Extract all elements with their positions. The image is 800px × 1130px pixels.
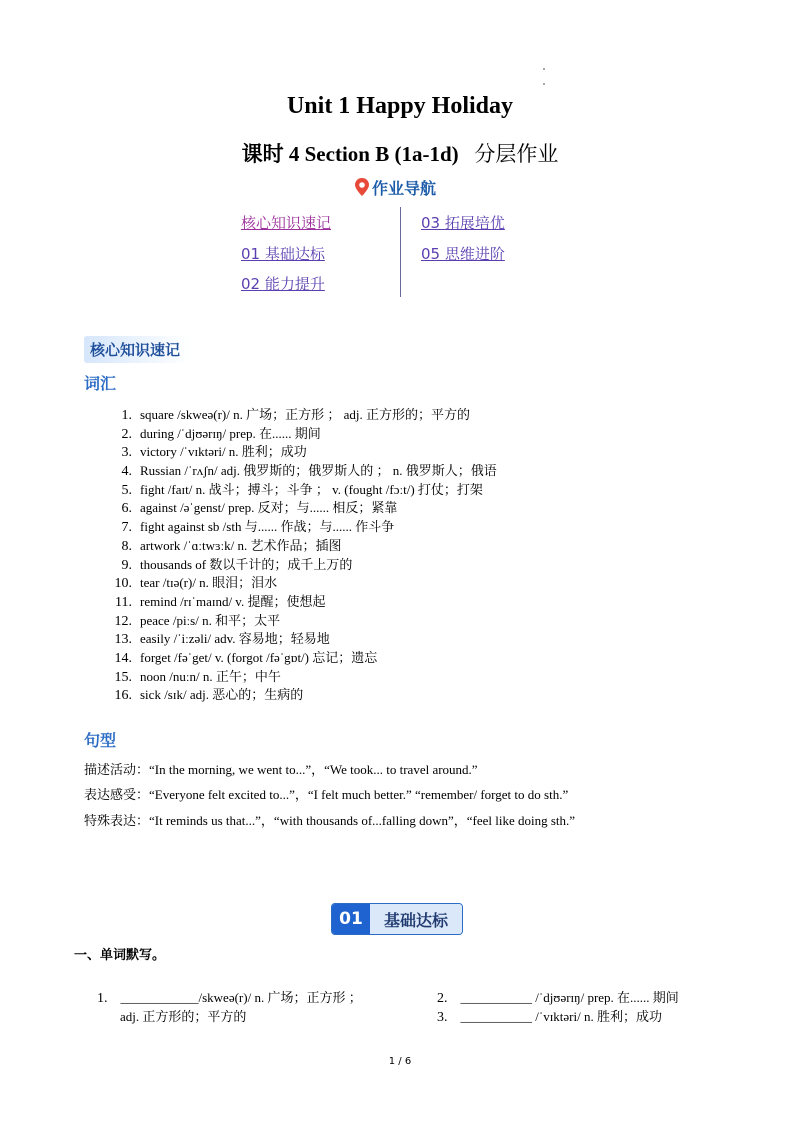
vocab-number: 2.: [121, 426, 132, 442]
vocab-text: artwork /ˈɑːtwɜːk/ n. 艺术作品；插图: [140, 537, 342, 553]
vocab-number: 9.: [121, 557, 132, 573]
pattern-text: “In the morning, we went to...”，“We took... to travel around.”: [149, 762, 478, 777]
vocab-item: [107, 686, 497, 705]
exercise-1-number: 1.: [97, 991, 108, 1006]
vocab-item: [107, 556, 497, 575]
pattern-text: “It reminds us that...”，“with thousands of...falling down”，“feel like doing sth.”: [149, 813, 576, 828]
vocab-item: [107, 443, 497, 462]
vocab-item: [107, 425, 497, 444]
page-subtitle: [0, 138, 800, 168]
vocab-item: [107, 462, 497, 481]
vocab-text: forget /fəˈget/ v. (forgot /fəˈgɒt/) 忘记；遗忘: [140, 649, 378, 665]
vocab-text: fight /faɪt/ n. 战斗；搏斗；斗争 ； v. (fought /fɔːt/) 打仗；打架: [140, 481, 483, 497]
vocab-item: [107, 406, 497, 425]
vocab-item: [107, 499, 497, 518]
vocab-number: 15.: [114, 669, 132, 685]
vocab-text: remind /rɪˈmaɪnd/ v. 提醒；使想起: [140, 593, 326, 609]
nav-link-03[interactable]: 03 拓展培优: [421, 214, 505, 232]
question-title: 一、单词默写。: [74, 948, 166, 963]
location-pin-icon: [355, 178, 369, 196]
exercise-2-number: 2.: [437, 991, 448, 1006]
section-01-number: 01: [332, 904, 370, 934]
exercise-2: [437, 987, 679, 1007]
exercise-1-text: ____________/skweə(r)/ n. 广场；正方形 ；: [120, 990, 362, 1005]
vocab-text: tear /tɪə(r)/ n. 眼泪；泪水: [140, 575, 278, 591]
page-title: Unit 1 Happy Holiday: [286, 93, 514, 119]
nav-link-05[interactable]: 05 思维进阶: [421, 245, 505, 263]
page-number: 1 / 6: [388, 1056, 412, 1067]
pattern-line: [84, 759, 478, 778]
nav-divider: [400, 207, 401, 297]
vocab-number: 16.: [114, 688, 132, 704]
vocab-item: [107, 481, 497, 500]
vocab-text: easily /ˈiːzəli/ adv. 容易地；轻易地: [140, 631, 330, 647]
pattern-label: 描述活动：: [84, 763, 150, 778]
vocab-number: 10.: [114, 576, 132, 592]
vocab-item: [107, 668, 497, 687]
subtitle-en: 课时 4 Section B (1a-1d): [241, 142, 459, 166]
subtitle-cn: 分层作业: [474, 142, 559, 166]
pattern-heading: 句型: [84, 731, 117, 750]
vocab-item: [107, 612, 497, 631]
vocab-item: [107, 574, 497, 593]
exercise-2-text: ___________ /ˈdjʊərɪŋ/ prep. 在...... 期间: [460, 990, 679, 1005]
vocab-number: 12.: [114, 613, 132, 629]
vocab-text: noon /nuːn/ n. 正午；中午: [140, 668, 281, 684]
vocab-number: 11.: [115, 594, 132, 610]
vocab-number: 13.: [114, 632, 132, 648]
exercise-1: [97, 987, 362, 1007]
vocab-number: 7.: [121, 520, 132, 536]
nav-link-01[interactable]: 01 基础达标: [241, 245, 325, 263]
vocab-number: 5.: [121, 482, 132, 498]
vocab-text: peace /piːs/ n. 和平；太平: [140, 612, 281, 628]
vocab-text: thousands of 数以千计的；成千上万的: [140, 556, 353, 572]
section-01-title: 基础达标: [370, 904, 462, 934]
vocab-item: [107, 518, 497, 537]
exercise-3: [437, 1006, 662, 1026]
vocab-item: [107, 537, 497, 556]
vocab-number: 1.: [121, 408, 132, 423]
dot: [543, 83, 545, 85]
exercise-1-line2: adj. 正方形的；平方的: [120, 1009, 247, 1024]
vocab-text: square /skweə(r)/ n. 广场；正方形 ； adj. 正方形的；平方的: [140, 407, 471, 422]
nav-heading-text: 作业导航: [372, 178, 437, 198]
nav-link-02[interactable]: 02 能力提升: [241, 275, 325, 293]
vocab-text: sick /sɪk/ adj. 恶心的；生病的: [140, 687, 304, 703]
vocab-number: 8.: [121, 538, 132, 554]
pattern-text: “Everyone felt excited to...”，“I felt much better.” “remember/ forget to do sth.”: [149, 787, 569, 802]
vocab-heading: 词汇: [84, 374, 117, 393]
dot: [543, 68, 545, 70]
vocab-text: fight against sb /sth 与...... 作战；与...... 作斗争: [140, 519, 395, 535]
vocab-item: [107, 649, 497, 668]
core-knowledge-badge: [84, 336, 190, 363]
vocab-number: 4.: [121, 464, 132, 480]
vocab-number: 6.: [121, 501, 132, 517]
vocab-text: against /əˈgenst/ prep. 反对；与...... 相反；紧靠: [140, 500, 398, 516]
section-01-tag: [331, 903, 463, 935]
vocab-text: Russian /ˈrʌʃn/ adj. 俄罗斯的；俄罗斯人的 ； n. 俄罗斯人；俄语: [140, 463, 497, 479]
exercise-3-number: 3.: [437, 1010, 448, 1025]
core-knowledge-badge-text: 核心知识速记: [84, 336, 190, 363]
pattern-line: [84, 784, 568, 803]
pattern-line: [84, 810, 575, 829]
vocab-item: [107, 593, 497, 612]
vocab-text: during /ˈdjʊərɪŋ/ prep. 在...... 期间: [140, 425, 321, 441]
vocab-item: [107, 630, 497, 649]
pattern-label: 特殊表达：: [84, 814, 150, 829]
nav-link-core[interactable]: 核心知识速记: [241, 214, 332, 232]
vocab-number: 14.: [114, 650, 132, 666]
nav-heading: [355, 175, 436, 199]
vocab-number: 3.: [121, 445, 132, 461]
exercise-3-text: ___________ /ˈvɪktəri/ n. 胜利；成功: [460, 1009, 662, 1024]
vocab-text: victory /ˈvɪktəri/ n. 胜利；成功: [140, 444, 307, 460]
pattern-label: 表达感受：: [84, 788, 150, 803]
vocab-list: [107, 406, 497, 705]
